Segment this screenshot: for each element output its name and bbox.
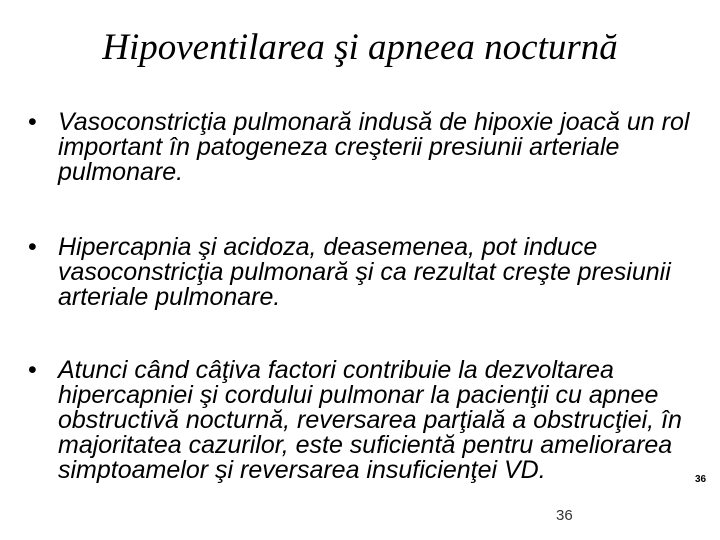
bullet-text: Hipercapnia şi acidoza, deasemenea, pot induce vasoconstricţia pulmonară şi ca rezultat creşte presiunii arteriale pulmonare.	[58, 233, 671, 311]
bullet-item	[28, 358, 718, 483]
bullet-text: Vasoconstricţia pulmonară indusă de hipoxie joacă un rol important în patogeneza creşterii presiunii arteriale pulmonare.	[58, 108, 690, 186]
page-number: 36	[556, 507, 573, 524]
bullet-item	[28, 110, 718, 185]
page-number-corner: 36	[695, 474, 707, 485]
bullet-item	[28, 235, 718, 310]
bullet-dot-icon: •	[28, 356, 37, 384]
slide-title: Hipoventilarea şi apneea nocturnă	[102, 27, 618, 68]
bullet-dot-icon: •	[28, 108, 37, 136]
bullet-text: Atunci când câţiva factori contribuie la dezvoltarea hipercapniei şi cordului pulmonar la pacienţii cu apnee obstructivă nocturnă, reversarea parţială a obstrucţiei, în majoritatea cazurilor, este suficientă pentru ameliorarea simptoamelor şi reversarea insuficienţei VD.	[58, 356, 682, 484]
bullet-dot-icon: •	[28, 233, 37, 261]
